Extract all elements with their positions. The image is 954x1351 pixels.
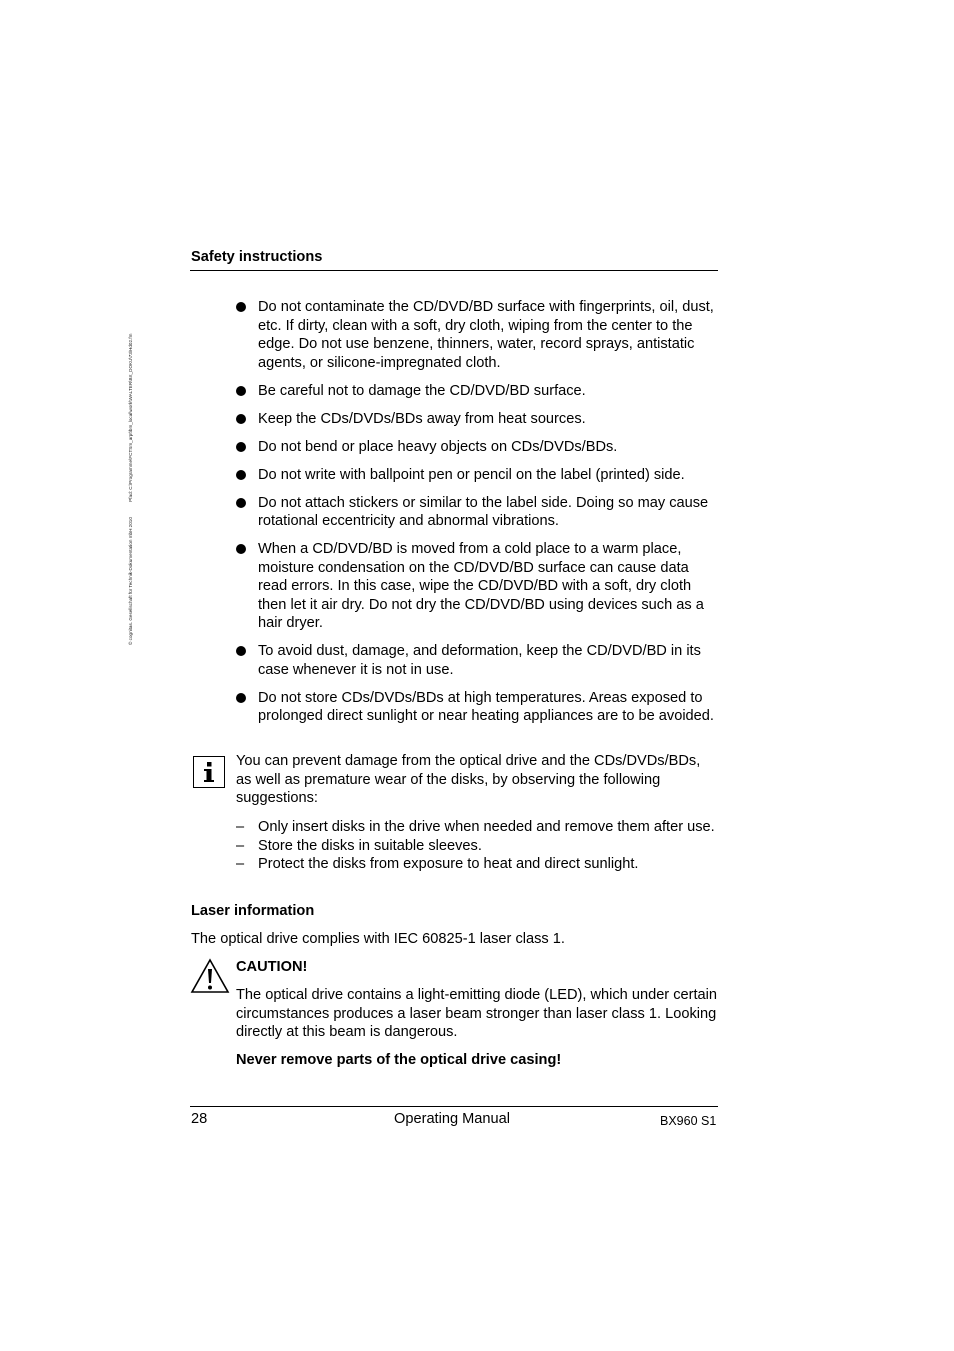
laser-heading: Laser information: [191, 903, 315, 919]
bullet-item: Keep the CDs/DVDs/BDs away from heat sources.: [236, 410, 718, 429]
side-margin-text: [128, 320, 133, 645]
header-rule: [190, 270, 718, 271]
bullet-item: To avoid dust, damage, and deformation, keep the CD/DVD/BD in its case whenever it is not in use.: [236, 642, 718, 679]
bullet-icon: [236, 693, 246, 703]
dash-marker: –: [236, 856, 245, 872]
caution-title: CAUTION!: [236, 959, 308, 975]
side-copyright: © cognitas. Gesellschaft für Technik-Dokumentation mbH 2010: [128, 517, 133, 645]
suggestion-list: [236, 818, 718, 874]
bullet-item: Be careful not to damage the CD/DVD/BD surface.: [236, 382, 718, 401]
info-note-text: You can prevent damage from the optical drive and the CDs/DVDs/BDs, as well as premature wear of the disks, by observing the following suggestions:: [236, 753, 701, 806]
bullet-icon: [236, 498, 246, 508]
suggestion-item: – Protect the disks from exposure to heat and direct sunlight.: [236, 856, 639, 872]
dash-marker: –: [236, 819, 245, 835]
bullet-icon: [236, 544, 246, 554]
side-path: Pfad: C:\Programme\FCTSm_arpt\bm_local\work\WALTER\BX_DOKU\73\Hd02.fm: [128, 333, 133, 502]
page-number: 28: [191, 1111, 208, 1127]
footer-model: BX960 S1: [660, 1114, 717, 1128]
footer-title: Operating Manual: [394, 1111, 511, 1127]
dash-marker: –: [236, 837, 245, 854]
bullet-icon: [236, 470, 246, 480]
caution-emphasis: Never remove parts of the optical drive casing!: [236, 1052, 562, 1068]
warning-icon: [190, 958, 230, 994]
footer-rule: [190, 1106, 718, 1107]
bullet-icon: [236, 414, 246, 424]
bullet-item: Do not write with ballpoint pen or pencil on the label (printed) side.: [236, 466, 718, 485]
bullet-icon: [236, 646, 246, 656]
bullet-item: Do not attach stickers or similar to the label side. Doing so may cause rotational eccentricity and abnormal vibrations.: [236, 494, 718, 531]
bullet-icon: [236, 386, 246, 396]
suggestion-item: – Store the disks in suitable sleeves.: [236, 837, 482, 854]
info-icon: [193, 756, 225, 788]
suggestion-item: – Only insert disks in the drive when needed and remove them after use.: [236, 819, 715, 835]
bullet-item: Do not bend or place heavy objects on CDs/DVDs/BDs.: [236, 438, 718, 457]
bullet-item: Do not store CDs/DVDs/BDs at high temperatures. Areas exposed to prolonged direct sunlight or near heating appliances are to be avoided.: [236, 689, 718, 726]
laser-text: The optical drive complies with IEC 60825-1 laser class 1.: [191, 931, 565, 947]
bullet-icon: [236, 302, 246, 312]
bullet-icon: [236, 442, 246, 452]
bullet-item: When a CD/DVD/BD is moved from a cold place to a warm place, moisture condensation on the CD/DVD/BD surface can cause data read errors. In this case, wipe the CD/DVD/BD with a soft, dry cloth then let it air dry. Do not dry the CD/DVD/BD using devices such as a hair dryer.: [236, 540, 718, 633]
section-header-title: Safety instructions: [191, 249, 323, 265]
bullet-list: [236, 298, 718, 735]
caution-text: The optical drive contains a light-emitting diode (LED), which under certain circumstances produces a laser beam stronger than laser class 1. Looking directly at this beam is dangerous.: [236, 987, 718, 1040]
bullet-item: Do not contaminate the CD/DVD/BD surface with fingerprints, oil, dust, etc. If dirty, clean with a soft, dry cloth, wiping from the center to the edge. Do not use benzene, thinners, water, record sprays, antistatic agents, or silicone-impregnated cloth.: [236, 298, 718, 372]
